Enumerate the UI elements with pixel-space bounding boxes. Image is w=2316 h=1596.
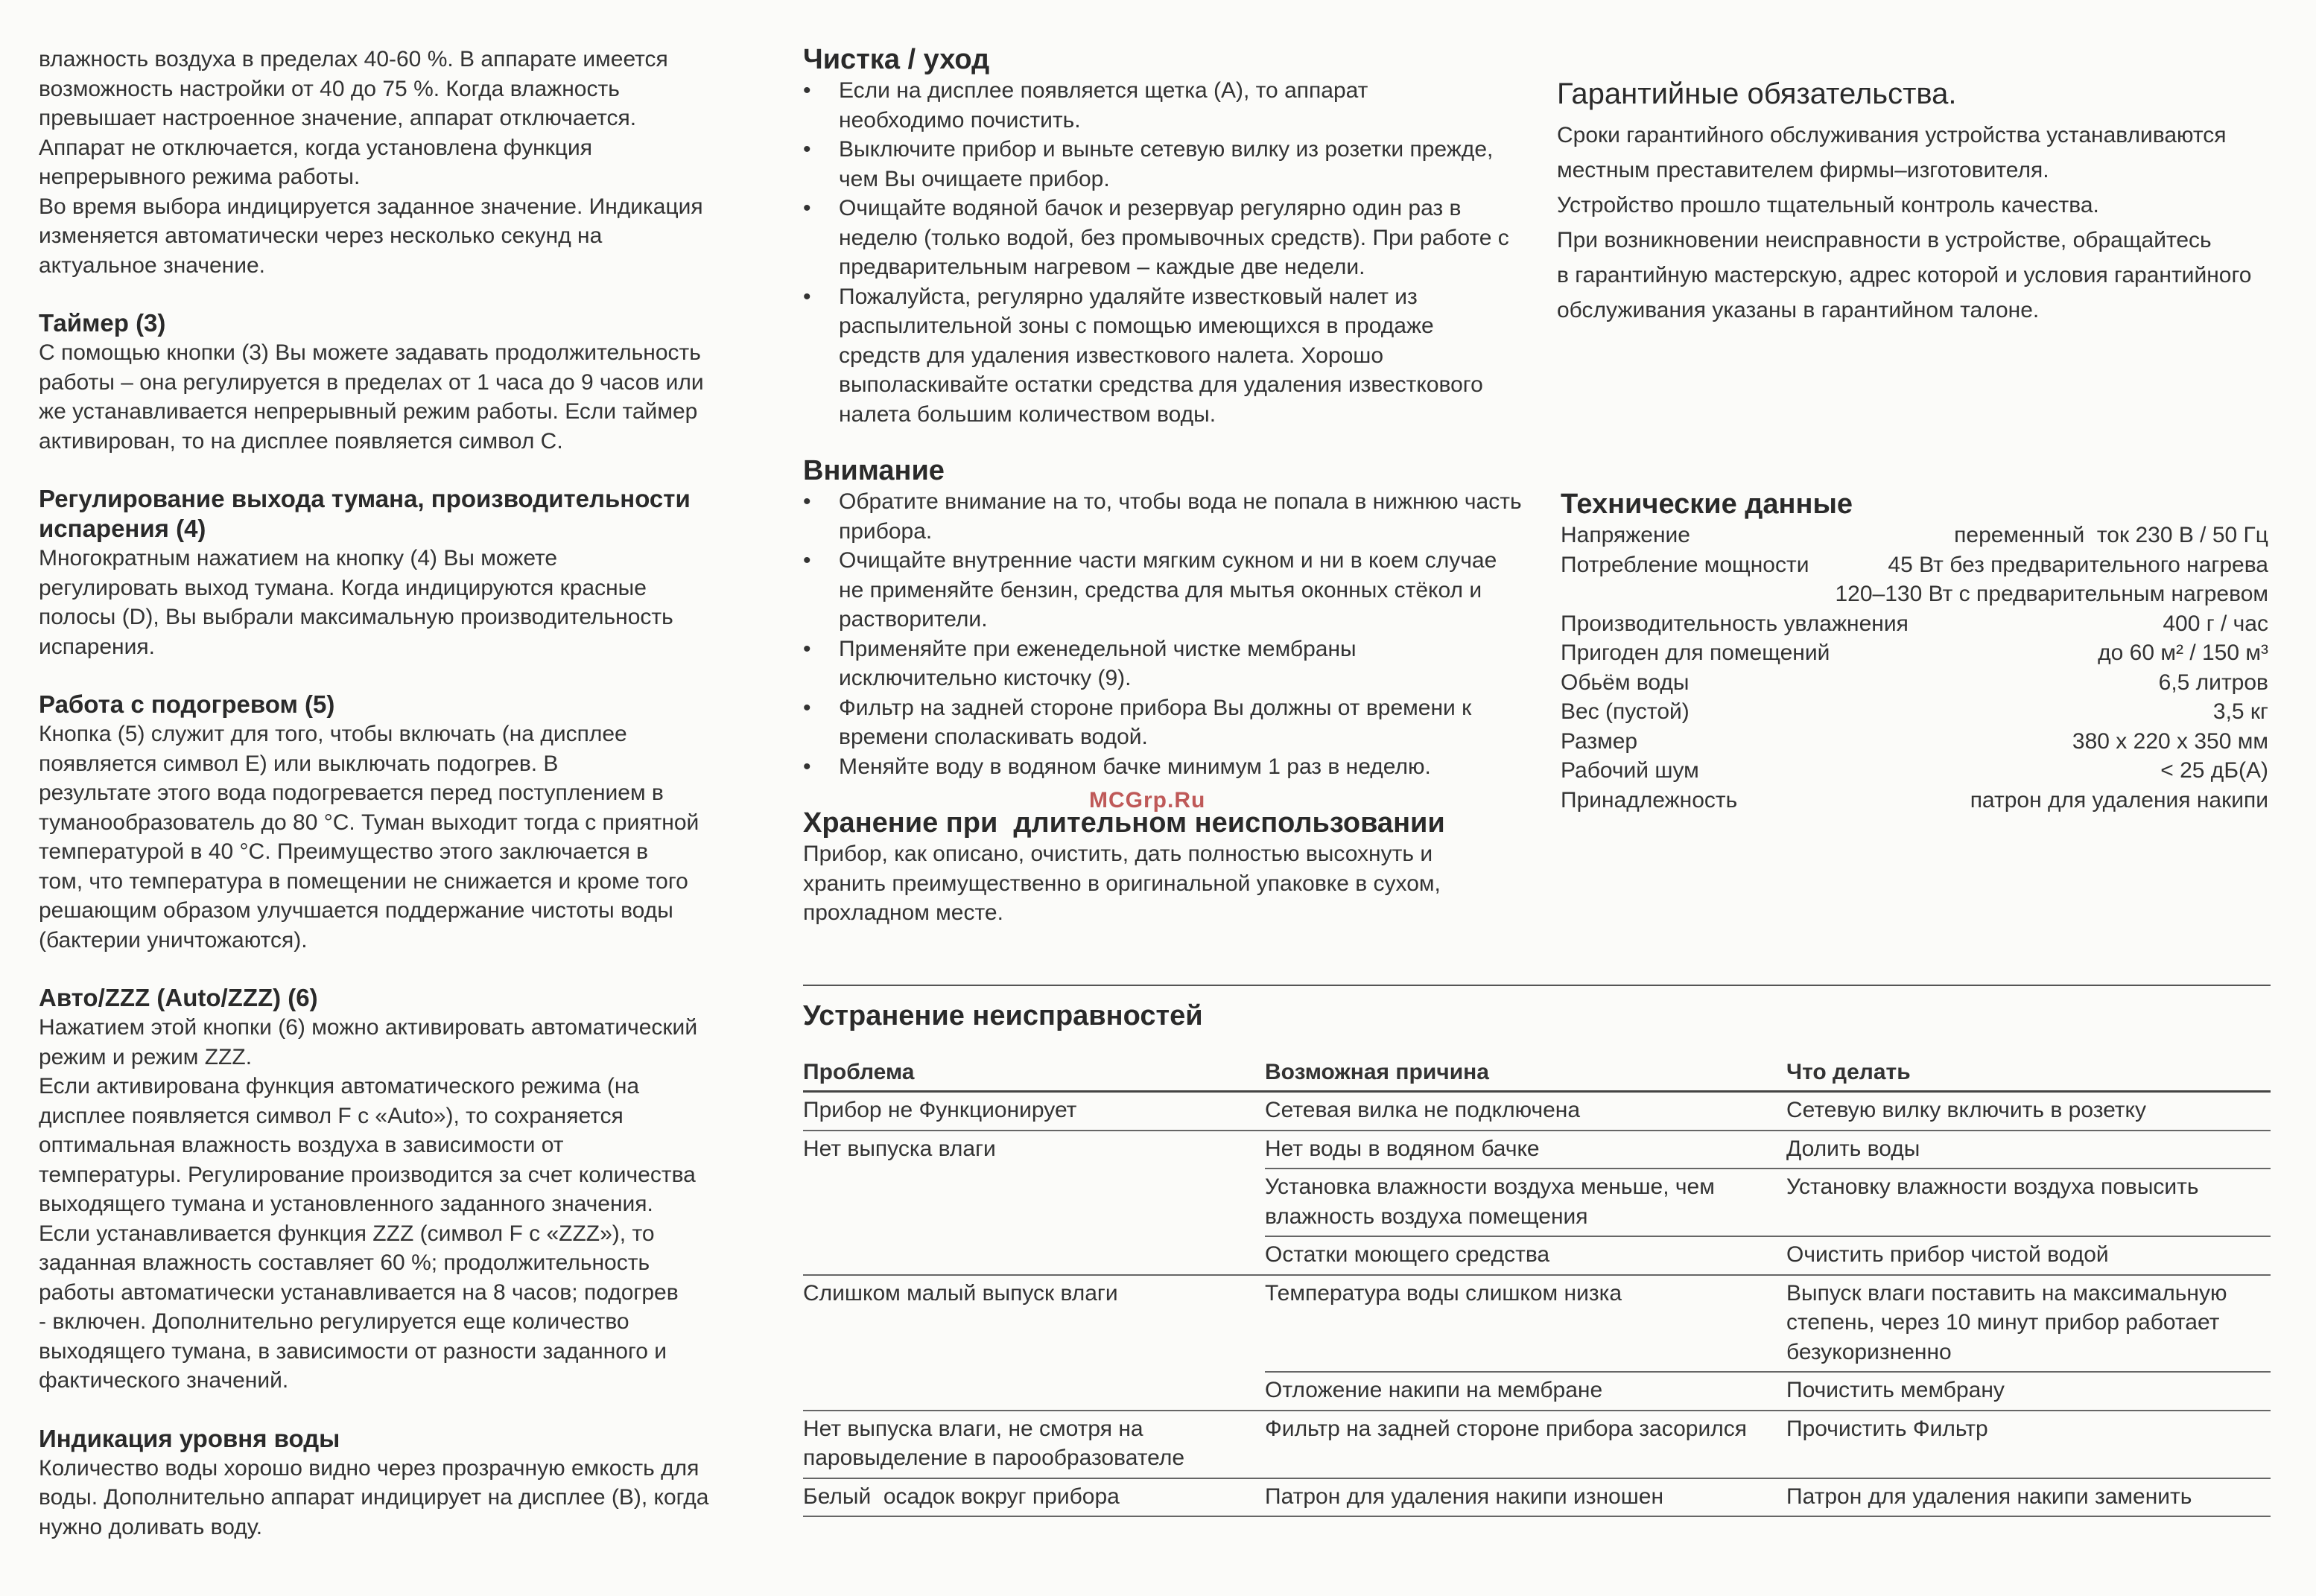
text-line: Прибор, как описано, очистить, дать полностью высохнуть и bbox=[803, 842, 1433, 866]
text-line: возможность настройки от 40 до 75 %. Когда влажность bbox=[39, 76, 620, 101]
text-line: туманообразователь до 80 °С. Туман выходит тогда с приятной bbox=[39, 810, 699, 835]
tech-value: 6,5 литров bbox=[2158, 670, 2268, 695]
text-line: работы – она регулируется в пределах от 1 часа до 9 часов или bbox=[39, 369, 704, 395]
problem-cell: Прибор не Функционирует bbox=[803, 1092, 1265, 1131]
tech-value: 45 Вт без предварительного нагрева bbox=[1888, 552, 2268, 577]
text-line: полосы (D), Вы выбрали максимальную производительность bbox=[39, 605, 673, 629]
middle-column bbox=[803, 43, 1522, 956]
tech-label: Пригоден для помещений bbox=[1561, 640, 1830, 665]
troubleshooting-table bbox=[803, 1056, 2271, 1517]
table-row bbox=[803, 1478, 2271, 1517]
list-item: • Фильтр на задней стороне прибора Вы должны от времени к времени споласкивать водой. bbox=[803, 693, 1554, 752]
list-item: • Если на дисплее появляется щетка (А), то аппарат необходимо почистить. bbox=[803, 76, 1420, 135]
tech-row bbox=[1561, 579, 2268, 609]
list-item: • Применяйте при еженедельной чистке мембраны исключительно кисточку (9). bbox=[803, 635, 1479, 693]
action-cell: Прочистить Фильтр bbox=[1786, 1411, 2271, 1478]
text-line: Во время выбора индицируется заданное значение. Индикация bbox=[39, 194, 703, 219]
tech-label: Обьём воды bbox=[1561, 670, 1690, 695]
tech-value: 120–130 Вт с предварительным нагревом bbox=[1835, 582, 2268, 606]
list-item: • Пожалуйста, регулярно удаляйте известковый налет из распылительной зоны с помощью имеющихся в продаже средств для удаления известкового налета. Хорошо выполаскивайте остатки средства для удаления известкового налета большим количеством воды. bbox=[803, 282, 1509, 430]
tech-row bbox=[1561, 727, 2268, 757]
text-line: местным преставителем фирмы–изготовителя. bbox=[1557, 158, 2049, 182]
problem-cell: Нет выпуска влаги, не смотря на паровыделение в парообразователе bbox=[803, 1411, 1265, 1478]
section-title: Технические данные bbox=[1561, 489, 1853, 520]
text-line: Многократным нажатием на кнопку (4) Вы можете bbox=[39, 546, 558, 570]
list-item: • Меняйте воду в водяном бачке минимум 1 раз в неделю. bbox=[803, 752, 1554, 782]
cause-cell: Сетевая вилка не подключена bbox=[1265, 1092, 1786, 1131]
text-line: решающим образом улучшается поддержание чистоты воды bbox=[39, 898, 673, 923]
intro-text bbox=[39, 45, 746, 280]
cause-cell: Остатки моющего средства bbox=[1265, 1236, 1786, 1275]
action-cell: Сетевую вилку включить в розетку bbox=[1786, 1092, 2271, 1131]
text-line: нужно доливать воду. bbox=[39, 1514, 263, 1539]
tech-label: Рабочий шум bbox=[1561, 758, 1699, 783]
text-line: - включен. Дополнительно регулируется еще количество bbox=[39, 1309, 629, 1334]
action-cell: Патрон для удаления накипи заменить bbox=[1786, 1478, 2271, 1517]
tech-value: переменный ток 230 В / 50 Гц bbox=[1954, 523, 2268, 547]
problem-cell: Слишком малый выпуск влаги bbox=[803, 1275, 1265, 1411]
text-line: Если активирована функция автоматического режима (на bbox=[39, 1074, 640, 1099]
cause-cell: Температура воды слишком низка bbox=[1265, 1275, 1786, 1373]
cause-cell: Отложение накипи на мембране bbox=[1265, 1372, 1786, 1411]
section-title: Регулирование выхода тумана, производительности испарения (4) bbox=[39, 485, 691, 542]
text-line: регулировать выход тумана. Когда индицируются красные bbox=[39, 575, 647, 600]
text-line: влажность воздуха в пределах 40-60 %. В аппарате имеется bbox=[39, 47, 668, 71]
cause-cell: Установка влажности воздуха меньше, чем влажность воздуха помещения bbox=[1265, 1169, 1786, 1236]
table-row bbox=[803, 1411, 2271, 1478]
text-line: работы автоматически устанавливается на 8 часов; подогрев bbox=[39, 1279, 679, 1305]
section-heating bbox=[39, 690, 746, 955]
section-title: Индикация уровня воды bbox=[39, 1424, 340, 1452]
tech-row bbox=[1561, 697, 2268, 727]
text-line: воды. Дополнительно аппарат индицирует на дисплее (B), когда bbox=[39, 1485, 709, 1510]
text-line: Сроки гарантийного обслуживания устройства устанавливаются bbox=[1557, 123, 2227, 147]
text-line: появляется символ E) или выключать подогрев. В bbox=[39, 751, 559, 776]
text-line: (бактерии уничтожаются). bbox=[39, 927, 308, 953]
text-line: температурой в 40 °С. Преимущество этого заключается в bbox=[39, 839, 649, 864]
text-line: же устанавливается непрерывный режим работы. Если таймер bbox=[39, 399, 698, 424]
column-header: Возможная причина bbox=[1265, 1056, 1786, 1092]
tech-row bbox=[1561, 786, 2268, 816]
list-item: • Обратите внимание на то, чтобы вода не попала в нижнюю часть прибора. bbox=[803, 487, 1554, 546]
tech-label: Потребление мощности bbox=[1561, 552, 1809, 577]
text-line: в гарантийную мастерскую, адрес которой и условия гарантийного bbox=[1557, 263, 2252, 287]
section-title: Авто/ZZZ (Auto/ZZZ) (6) bbox=[39, 984, 318, 1011]
text-line: превышает настроенное значение, аппарат отключается. bbox=[39, 106, 637, 130]
section-title: Чистка / уход bbox=[803, 44, 990, 75]
text-line: Устройство прошло тщательный контроль качества. bbox=[1557, 193, 2099, 217]
text-line: прохладном месте. bbox=[803, 900, 1003, 925]
column-header: Проблема bbox=[803, 1056, 1265, 1092]
tech-value: < 25 дБ(А) bbox=[2160, 758, 2268, 783]
tech-value: 3,5 кг bbox=[2212, 699, 2268, 724]
list-item: • Очищайте внутренние части мягким сукном и ни в коем случае не применяйте бензин, средства для мытья оконных стёкол и растворители. bbox=[803, 546, 1509, 635]
text-line: Если устанавливается функция ZZZ (символ F с «ZZZ»), то bbox=[39, 1221, 655, 1246]
section-title: Таймер (3) bbox=[39, 309, 166, 337]
tech-row bbox=[1561, 668, 2268, 698]
text-line: выходящего тумана, в зависимости от разности заданного и bbox=[39, 1338, 667, 1364]
tech-row bbox=[1561, 521, 2268, 550]
tech-row bbox=[1561, 550, 2268, 580]
text-line: хранить преимущественно в оригинальной упаковке в сухом, bbox=[803, 871, 1441, 896]
section-title: Внимание bbox=[803, 455, 945, 486]
section-water-level bbox=[39, 1424, 746, 1542]
tech-data-section bbox=[1561, 488, 2268, 815]
list-item: • Очищайте водяной бачок и резервуар регулярно один раз в неделю (только водой, без промывочных средств). При работе с предварительным нагревом – каждые две недели. bbox=[803, 194, 1509, 282]
section-title: Работа с подогревом (5) bbox=[39, 690, 335, 718]
cause-cell: Патрон для удаления накипи изношен bbox=[1265, 1478, 1786, 1517]
tech-row bbox=[1561, 609, 2268, 639]
table-row bbox=[803, 1131, 2271, 1169]
troubleshooting-section bbox=[803, 998, 2271, 1517]
tech-label: Размер bbox=[1561, 728, 1638, 754]
table-row bbox=[803, 1275, 2271, 1373]
tech-label: Принадлежность bbox=[1561, 787, 1738, 813]
section-mist-output bbox=[39, 484, 746, 661]
text-line: изменяется автоматически через несколько секунд на bbox=[39, 223, 603, 248]
text-line: заданная влажность составляет 60 %; продолжительность bbox=[39, 1250, 650, 1275]
section-attention bbox=[803, 454, 1522, 781]
text-line: температуры. Регулирование производится за счет количества bbox=[39, 1162, 696, 1187]
text-line: испарения. bbox=[39, 634, 155, 659]
left-column bbox=[39, 45, 746, 1570]
section-title: Гарантийные обязательства. bbox=[1557, 77, 1957, 110]
text-line: актуальное значение. bbox=[39, 252, 265, 278]
problem-cell: Нет выпуска влаги bbox=[803, 1131, 1265, 1275]
text-line: дисплее появляется символ F с «Auto»), то сохраняется bbox=[39, 1103, 624, 1128]
text-line: обслуживания указаны в гарантийном талоне. bbox=[1557, 298, 2040, 322]
tech-label: Производительность увлажнения bbox=[1561, 611, 1909, 636]
cause-cell: Фильтр на задней стороне прибора засорился bbox=[1265, 1411, 1786, 1478]
text-line: При возникновении неисправности в устройстве, обращайтесь bbox=[1557, 228, 2212, 252]
watermark: MCGrp.Ru bbox=[1089, 788, 1206, 813]
action-cell: Установку влажности воздуха повысить bbox=[1786, 1169, 2271, 1236]
text-line: том, что температура в помещении не снижается и кроме того bbox=[39, 868, 688, 894]
cause-cell: Нет воды в водяном бачке bbox=[1265, 1131, 1786, 1169]
text-line: Аппарат не отключается, когда установлена функция bbox=[39, 135, 592, 160]
text-line: фактического значений. bbox=[39, 1368, 289, 1393]
section-auto-zzz bbox=[39, 983, 746, 1396]
section-title: Хранение при длительном неиспользовании bbox=[803, 807, 1445, 839]
list-item: • Выключите прибор и выньте сетевую вилку из розетки прежде, чем Вы очищаете прибор. bbox=[803, 135, 1517, 194]
action-cell: Долить воды bbox=[1786, 1131, 2271, 1169]
column-header: Что делать bbox=[1786, 1056, 2271, 1092]
text-line: Кнопка (5) служит для того, чтобы включать (на дисплее bbox=[39, 722, 627, 746]
section-cleaning bbox=[803, 43, 1518, 429]
warranty-section bbox=[1557, 46, 2294, 328]
table-header-row bbox=[803, 1056, 2271, 1092]
text-line: оптимальная влажность воздуха в зависимости от bbox=[39, 1133, 564, 1157]
text-line: режим и режим ZZZ. bbox=[39, 1044, 253, 1069]
text-line: непрерывного режима работы. bbox=[39, 165, 361, 189]
action-cell: Почистить мембрану bbox=[1786, 1372, 2271, 1411]
text-line: С помощью кнопки (3) Вы можете задавать продолжительность bbox=[39, 340, 701, 365]
text-line: Нажатием этой кнопки (6) можно активировать автоматический bbox=[39, 1015, 698, 1040]
problem-cell: Белый осадок вокруг прибора bbox=[803, 1478, 1265, 1517]
tech-value: 400 г / час bbox=[2163, 611, 2268, 636]
text-line: результате этого вода подогревается перед поступлением в bbox=[39, 780, 664, 805]
section-storage bbox=[803, 807, 1518, 928]
tech-value: патрон для удаления накипи bbox=[1970, 787, 2268, 813]
tech-value: 380 х 220 х 350 мм bbox=[2072, 728, 2268, 754]
tech-row bbox=[1561, 638, 2268, 668]
section-divider bbox=[803, 985, 2271, 986]
action-cell: Очистить прибор чистой водой bbox=[1786, 1236, 2271, 1275]
bullet-list bbox=[803, 76, 1518, 429]
action-cell: Выпуск влаги поставить на максимальную степень, через 10 минут прибор работает безукоризненно bbox=[1786, 1275, 2271, 1373]
text-line: Количество воды хорошо видно через прозрачную емкость для bbox=[39, 1455, 699, 1481]
section-timer bbox=[39, 308, 746, 456]
table-row bbox=[803, 1092, 2271, 1131]
text-line: выходящего тумана и установленного заданного значения. bbox=[39, 1192, 653, 1216]
tech-label: Напряжение bbox=[1561, 523, 1690, 547]
bullet-list bbox=[803, 487, 1522, 781]
tech-value: до 60 м² / 150 м³ bbox=[2098, 640, 2268, 665]
section-title: Устранение неисправностей bbox=[803, 1000, 1203, 1031]
tech-row bbox=[1561, 756, 2268, 786]
tech-label: Вес (пустой) bbox=[1561, 699, 1690, 724]
text-line: активирован, то на дисплее появляется символ С. bbox=[39, 428, 563, 454]
